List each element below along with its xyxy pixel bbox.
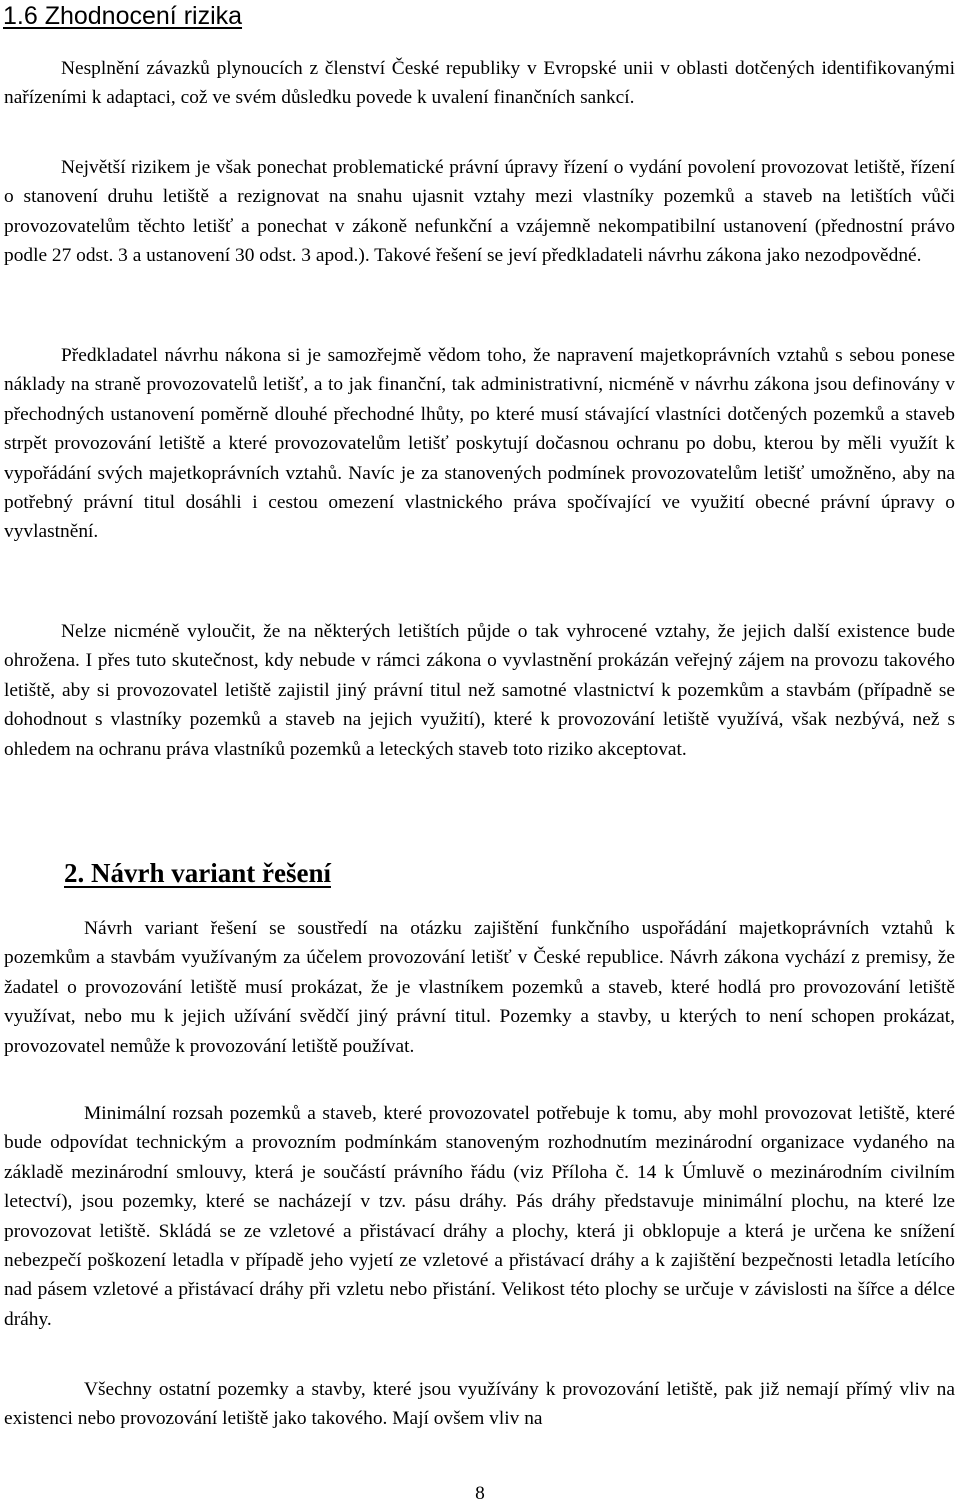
paragraph-submitter-awareness: Předkladatel návrhu nákona si je samozřejmě vědom toho, že napravení majetkoprávních vztahů s sebou ponese náklady na straně provozovatelů letišť, a to jak finanční, tak administrativní, nicméně v návrhu zákona jsou definovány v přechodných ustanovení poměrně dlouhé přechodné lhůty, po které musí stávající vlastníci dotčených pozemků a staveb strpět provozování letiště a které provozovatelům letišť poskytují dočasnou ochranu po dobu, kterou by měli využít k vypořádání svých majetkoprávních vztahů. Navíc je za stanovených podmínek provozovatelům letišť umožněno, aby na potřebný právní titul dosáhli i cestou omezení vlastnického práva spočívající ve využití obecné právní úpravy o vyvlastnění. bbox=[4, 345, 955, 543]
section-heading: 1.6 Zhodnocení rizika bbox=[3, 2, 243, 30]
page-number: 8 bbox=[475, 1483, 485, 1504]
paragraph-minimum-scope: Minimální rozsah pozemků a staveb, které provozovatel potřebuje k tomu, aby mohl provozovat letiště, které bude odpovídat technickým a provozním podmínkám stanoveným rozhodnutím mezinárodní organizace vydaného na základě mezinárodní smlouvy, která je součástí právního řádu (viz Příloha č. 14 k Úmluvě o mezinárodním civilním letectví), jsou pozemky, které se nacházejí v tzv. pásu dráhy. Pás dráhy představuje minimální plochu, na které lze provozovat letiště. Skládá se ze vzletové a přistávací dráhy a plochy, která ji obklopuje a která je určena ke snížení nebezpečí poškození letadla v případě jeho vyjetí ze vzletové a přistávací dráhy a k zajištění bezpečnosti letadla letícího nad pásem vzletové a přistávací dráhy při vzletu nebo přistání. Velikost této plochy se určuje v závislosti na šířce a délce dráhy. bbox=[4, 1103, 955, 1330]
paragraph-risk-summary: Nesplnění závazků plynoucích z členství České republiky v Evropské unii v oblasti dotčených identifikovanými nařízeními k adaptaci, což ve svém důsledku povede k uvalení finančních sankcí. bbox=[4, 58, 955, 109]
paragraph-other-land: Všechny ostatní pozemky a stavby, které jsou využívány k provozování letiště, pak již nemají přímý vliv na existenci nebo provozování letiště jako takového. Mají ovšem vliv na bbox=[4, 1379, 955, 1430]
paragraph-variants-intro: Návrh variant řešení se soustředí na otázku zajištění funkčního uspořádání majetkoprávních vztahů k pozemkům a stavbám využívaným za účelem provozování letišť v České republice. Návrh zákona vychází z premisy, že žadatel o provozování letiště musí prokázat, že je vlastníkem pozemků a staveb, které hodlá pro provozování letiště využívat, nebo mu k jejich užívání svědčí jiný právní titul. Pozemky a stavby, u kterých to není schopen prokázat, provozovatel nemůže k provozování letiště používat. bbox=[4, 918, 955, 1057]
paragraph-biggest-risk: Největší rizikem je však ponechat problematické právní úpravy řízení o vydání povolení provozovat letiště, řízení o stanovení druhu letiště a rezignovat na snahu ujasnit vztahy mezi vlastníky pozemků a staveb na letištích vůči provozovatelům těchto letišť a ponechat v zákoně nefunkční a vzájemně nekompatibilní ustanovení (přednostní právo podle 27 odst. 3 a ustanovení 30 odst. 3 apod.). Takové řešení se jeví předkladateli návrhu zákona jako nezodpovědné. bbox=[4, 157, 955, 267]
paragraph-accept-risk: Nelze nicméně vyloučit, že na některých letištích půjde o tak vyhrocené vztahy, že jejich další existence bude ohrožena. I přes tuto skutečnost, kdy nebude v rámci zákona o vyvlastnění prokázán veřejný zájem na provozu takového letiště, aby si provozovatel letiště zajistil jiný právní titul než samotné vlastnictví k pozemkům a stavbám (případně se dohodnout s vlastníky pozemků a staveb na jejich využití), které k provozování letiště využívá, však nezbývá, než s ohledem na ochranu práva vlastníků pozemků a leteckých staveb toto riziko akceptovat. bbox=[4, 621, 955, 760]
chapter-heading: 2. Návrh variant řešení bbox=[64, 858, 331, 888]
